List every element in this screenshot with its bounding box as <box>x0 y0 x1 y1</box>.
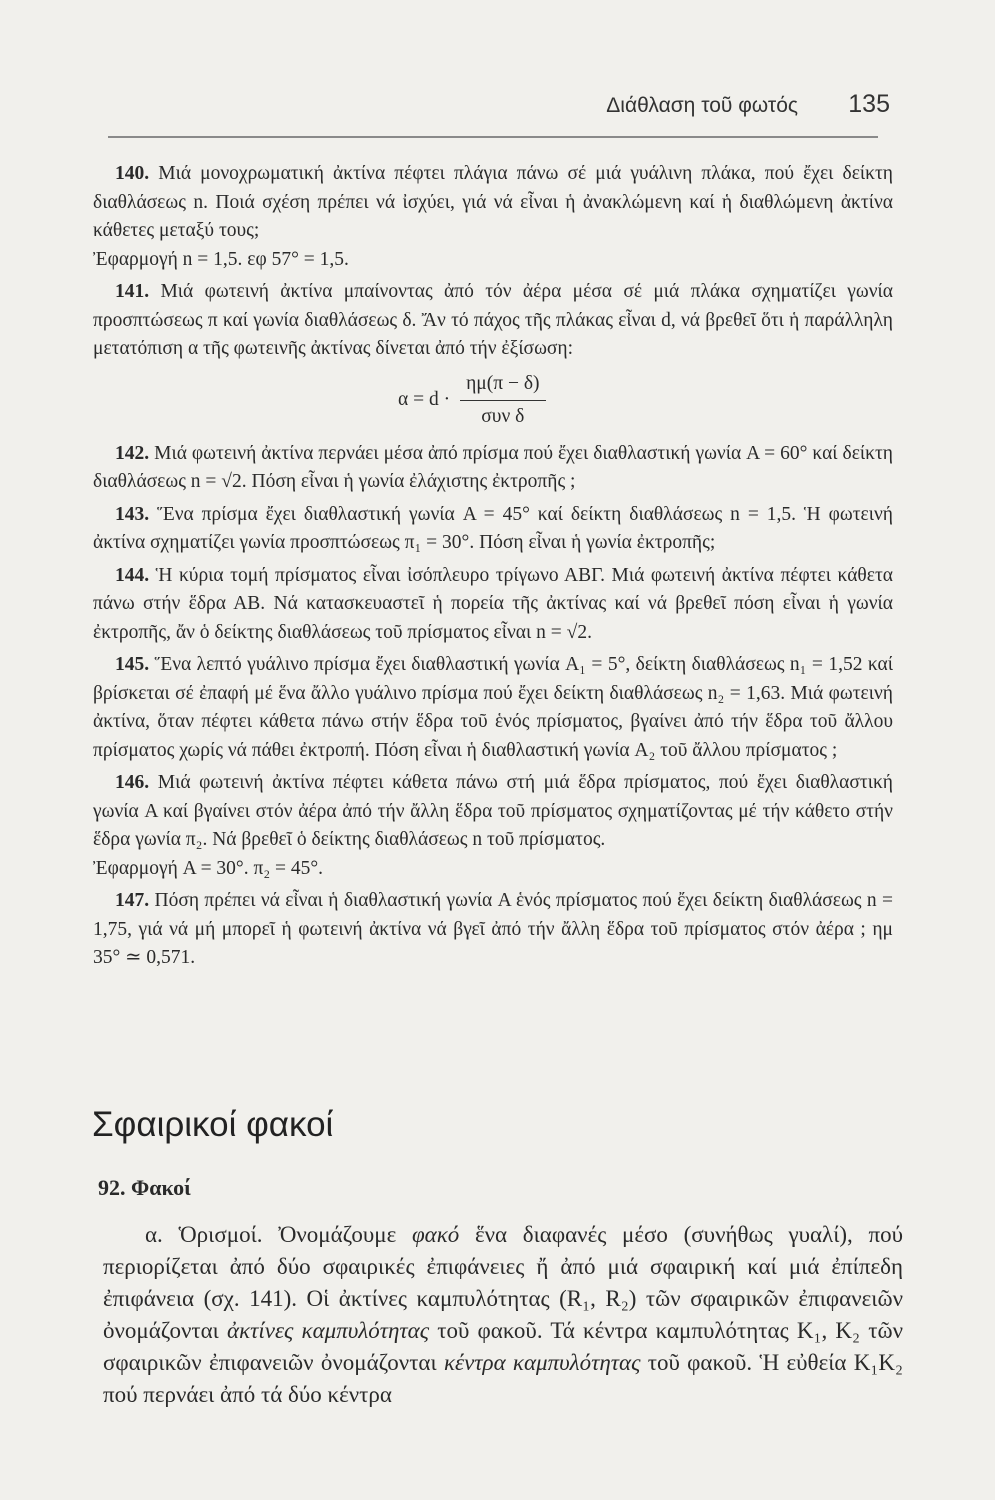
problem-text: Πόση πρέπει νά εἶναι ἡ διαθλαστική γωνία A ἑνός πρίσματος πού ἔχει δείκτη διαθλάσεως n = 1,75, γιά νά μή μπορεῖ ἡ φωτεινή ἀκτίνα νά βγεῖ ἀπό τήν ἄλλη ἕδρα τοῦ πρίσματος στόν ἀέρα ; ημ 35° ≃ 0,571. <box>93 890 893 968</box>
equation-denominator: συν δ <box>481 406 525 427</box>
page-header <box>90 88 890 128</box>
problem-140 <box>93 160 893 274</box>
problem-number: 141. <box>115 281 150 302</box>
equation-numerator: ημ(π − δ) <box>460 370 545 402</box>
term-centers: κέντρα καμπυλότητας <box>443 1350 641 1375</box>
para-mid2: τοῦ φακοῦ. Τά κέντρα καμπυλότητας K₁, K₂ τῶν σφαιρικῶν ἐπιφανειῶν ὀνομάζονται <box>103 1318 904 1375</box>
problem-text: Μιά φωτεινή ἀκτίνα μπαίνοντας ἀπό τόν ἀέρα μέσα σέ μιά πλάκα σχηματίζει γωνία προσπτώσεως π καί γωνία διαθλάσεως δ. Ἄν τό πάχος τῆς πλάκας εἶναι d, νά βρεθεῖ ὅτι ἡ παράλληλη μετατόπιση α τῆς φωτεινῆς ἀκτίνας δίνεται ἀπό τήν ἐξίσωση: <box>93 281 894 359</box>
para-mid1: ἕνα διαφανές μέσο (συνήθως γυαλί), πού περιορίζεται ἀπό δύο σφαιρικές ἐπιφάνειες ἤ ἀπό μιά σφαιρική καί μιά ἐπίπεδη ἐπιφάνεια (σχ. 141). Οἱ ἀκτίνες καμπυλότητας (R₁, R₂) τῶν σφαιρικῶν ἐπιφανειῶν ὀνομάζονται <box>103 1222 903 1343</box>
problem-145 <box>93 651 893 765</box>
equation-fraction <box>460 370 545 432</box>
term-radii: ἀκτίνες καμπυλότητας <box>227 1318 430 1343</box>
problem-text: Μιά φωτεινή ἀκτίνα περνάει μέσα ἀπό πρίσμα πού ἔχει διαθλαστική γωνία A = 60° καί δείκτη διαθλάσεως n = √2. Πόση εἶναι ἡ γωνία ἐλάχιστης ἐκτροπῆς ; <box>93 442 894 492</box>
problem-text: Ἕνα λεπτό γυάλινο πρίσμα ἔχει διαθλαστική γωνία A₁ = 5°, δείκτη διαθλάσεως n₁ = 1,52 καί βρίσκεται σέ ἐπαφή μέ ἕνα ἄλλο γυάλινο πρίσμα πού ἔχει δείκτη διαθλάσεως n₂ = 1,63. Μιά φωτεινή ἀκτίνα, ὅταν πέφτει κάθετα πάνω στήν ἕδρα τοῦ ἑνός πρίσματος, βγαίνει ἀπό τήν ἕδρα τοῦ ἄλλου πρίσματος χωρίς νά πάθει ἐκτροπή. Πόση εἶναι ἡ διαθλαστική γωνία A₂ τοῦ ἄλλου πρίσματος ; <box>93 654 893 761</box>
body-paragraph <box>103 1219 903 1411</box>
problem-number: 140. <box>115 163 150 184</box>
section-title: Σφαιρικοί φακοί <box>92 1105 334 1145</box>
running-title: Διάθλαση τοῦ φωτός <box>606 94 798 117</box>
problem-number: 142. <box>115 442 150 464</box>
problem-application: Ἐφαρμογή A = 30°. π₂ = 45°. <box>93 857 324 879</box>
page-number: 135 <box>848 90 890 118</box>
equation-lhs: α = d · <box>398 389 451 411</box>
problem-142 <box>93 440 893 497</box>
problem-text: Μιά μονοχρωματική ἀκτίνα πέφτει πλάγια πάνω σέ μιά γυάλινη πλάκα, πού ἔχει δείκτη διαθλάσεως n. Ποιά σχέση πρέπει νά ἰσχύει, γιά νά εἶναι ἡ ἀνακλώμενη καί ἡ διαθλώμενη ἀκτίνα κάθετες μεταξύ τους; <box>93 163 893 241</box>
problem-text: Ἕνα πρίσμα ἔχει διαθλαστική γωνία A = 45° καί δείκτη διαθλάσεως n = 1,5. Ἡ φωτεινή ἀκτίνα σχηματίζει γωνία προσπτώσεως π₁ = 30°. Πόση εἶναι ἡ γωνία ἐκτροπῆς; <box>93 503 893 553</box>
problem-147 <box>93 887 893 973</box>
problem-number: 146. <box>115 772 150 793</box>
problem-application: Ἐφαρμογή n = 1,5. εφ 57° = 1,5. <box>93 248 349 270</box>
problem-text: Ἡ κύρια τομή πρίσματος εἶναι ἰσόπλευρο τρίγωνο ΑΒΓ. Μιά φωτεινή ἀκτίνα πέφτει κάθετα πάνω στήν ἕδρα ΑΒ. Νά κατασκευαστεῖ ἡ πορεία τῆς ἀκτίνας καί νά βρεθεῖ πόση εἶναι ἡ γωνία ἐκτροπῆς, ἄν ὁ δείκτης διαθλάσεως τοῦ πρίσματος εἶναι n = √2. <box>93 564 893 643</box>
equation <box>398 370 893 432</box>
problem-number: 143. <box>115 503 150 525</box>
header-rule <box>108 136 878 138</box>
problem-number: 145. <box>115 654 150 675</box>
problem-146 <box>93 769 893 883</box>
para-end: τοῦ φακοῦ. Ἡ εὐθεία K₁K₂ πού περνάει ἀπό τά δύο κέντρα <box>103 1350 904 1407</box>
para-lead: α. Ὁρισμοί. Ὀνομάζουμε <box>145 1222 397 1247</box>
problem-number: 144. <box>115 564 150 586</box>
problem-144 <box>93 562 893 648</box>
problem-list <box>93 160 893 977</box>
problem-number: 147. <box>115 890 150 911</box>
problem-141 <box>93 278 893 364</box>
subsection-title: 92. Φακοί <box>98 1175 191 1201</box>
problem-text: Μιά φωτεινή ἀκτίνα πέφτει κάθετα πάνω στή μιά ἕδρα πρίσματος, πού ἔχει διαθλαστική γωνία A καί βγαίνει στόν ἀέρα ἀπό τήν ἄλλη ἕδρα τοῦ πρίσματος σχηματίζοντας μέ τήν κάθετο στήν ἕδρα γωνία π₂. Νά βρεθεῖ ὁ δείκτης διαθλάσεως n τοῦ πρίσματος. <box>93 772 893 850</box>
term-lens: φακό <box>411 1222 460 1247</box>
problem-143 <box>93 501 893 558</box>
